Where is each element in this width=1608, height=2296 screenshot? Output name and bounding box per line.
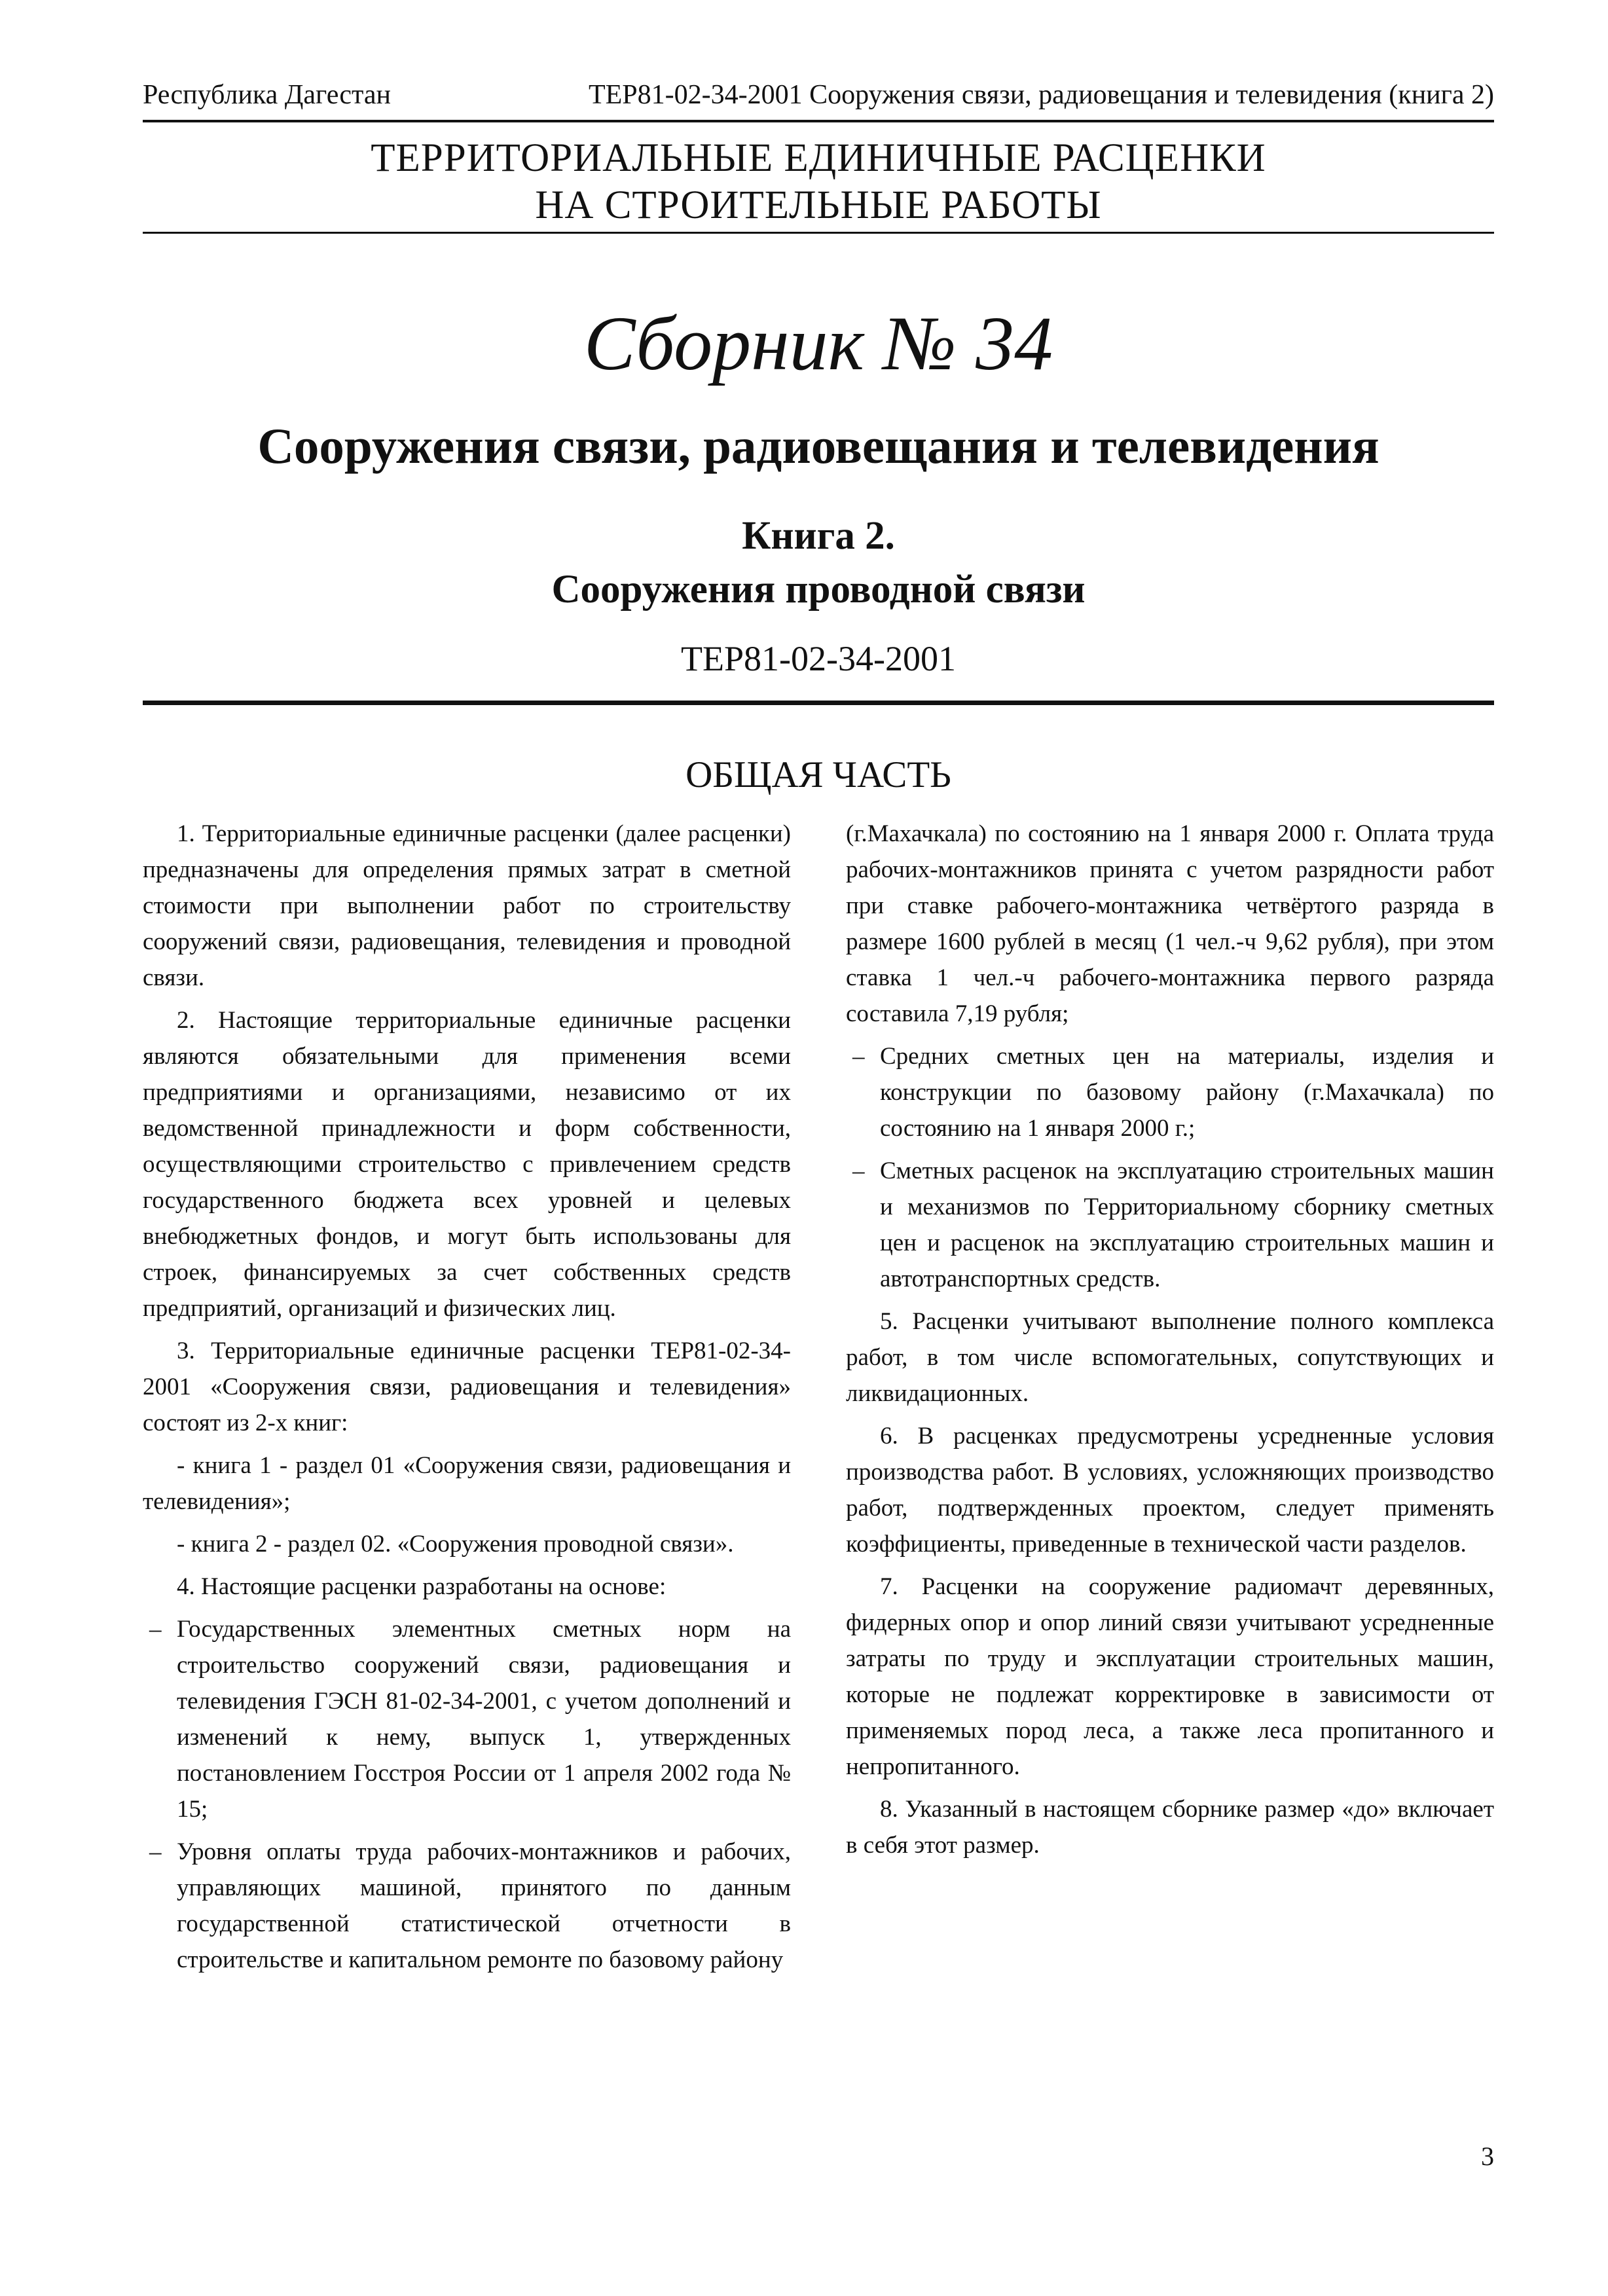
paragraph-1: 1. Территориальные единичные расценки (далее расценки) предназначены для определения прямых затрат в сметной стоимости при выполнении работ по строительству сооружений связи, радиовещания, телевидения и проводной связи. — [143, 820, 791, 991]
main-title-line-2: НА СТРОИТЕЛЬНЫЕ РАБОТЫ — [535, 183, 1102, 227]
title-rule — [143, 232, 1494, 234]
header-rule — [143, 120, 1494, 122]
header-region: Республика Дагестан — [143, 80, 392, 110]
paragraph-3-book-1: - книга 1 - раздел 01 «Сооружения связи, радиовещания и телевидения»; — [143, 1452, 791, 1515]
paragraph-6: 6. В расценках предусмотрены усредненные условия производства работ. В условиях, усложняющих производство работ, подтвержденных проектом, следует применять коэффициенты, приведенные в технической части разделов. — [846, 1423, 1494, 1558]
right-column — [846, 816, 1494, 1870]
header-document-code: ТЕР81-02-34-2001 Сооружения связи, радиовещания и телевидения (книга 2) — [588, 80, 1494, 110]
list-item-material-prices: – Средних сметных цен на материалы, изделия и конструкции по базовому району (г.Махачкала) по состоянию на 1 января 2000 г.; — [846, 1038, 1494, 1146]
paragraph-2: 2. Настоящие территориальные единичные расценки являются обязательными для применения всеми предприятиями и организациями, независимо от их ведомственной принадлежности и форм собственности, осуществляющими строительство с привлечением средств государственного бюджета всех уровней и целевых внебюджетных фондов, и могут быть использованы для строек, финансируемых за счет собственных средств предприятий, организаций и физических лиц. — [143, 1007, 791, 1322]
main-title-line-1: ТЕРРИТОРИАЛЬНЫЕ ЕДИНИЧНЫЕ РАСЦЕНКИ — [371, 136, 1266, 180]
subject-title: Сооружения связи, радиовещания и телевидения — [257, 418, 1380, 474]
list-item-wages-continued: (г.Махачкала) по состоянию на 1 января 2000 г. Оплата труда рабочих-монтажников принята с учетом разрядности работ при ставке рабочего-монтажника четвёртого разряда в размере 1600 рублей в месяц (1 чел.-ч 9,62 рубля), при этом ставка 1 чел.-ч рабочего-монтажника первого разряда составила 7,19 рубля; — [846, 820, 1494, 1027]
list-item-wages: – Уровня оплаты труда рабочих-монтажников и рабочих, управляющих машиной, принятого по данным государственной статистической отчетности в строительстве и капитальном ремонте по базовому району — [143, 1834, 791, 1978]
book-title — [143, 509, 1494, 617]
page-number: 3 — [1481, 2141, 1494, 2171]
book-name: Сооружения проводной связи — [551, 568, 1086, 611]
section-heading: ОБЩАЯ ЧАСТЬ — [685, 754, 951, 795]
collection-title: Сборник № 34 — [583, 301, 1053, 386]
paragraph-3-book-2: - книга 2 - раздел 02. «Сооружения проводной связи». — [177, 1531, 734, 1558]
paragraph-3: 3. Территориальные единичные расценки ТЕР81-02-34-2001 «Сооружения связи, радиовещания и телевидения» состоят из 2-х книг: — [143, 1338, 791, 1436]
running-header — [143, 80, 1494, 110]
paragraph-5: 5. Расценки учитывают выполнение полного комплекса работ, в том числе вспомогательных, сопутствующих и ликвидационных. — [846, 1308, 1494, 1407]
document-code: ТЕР81-02-34-2001 — [681, 639, 956, 678]
list-item-gesn: – Государственных элементных сметных норм на строительство сооружений связи, радиовещания и телевидения ГЭСН 81-02-34-2001, с учетом дополнений и изменений к нему, выпуск 1, утвержденных постановлением Госстроя России от 1 апреля 2002 года № 15; — [143, 1611, 791, 1827]
list-item-machine-rates: – Сметных расценок на эксплуатацию строительных машин и механизмов по Территориальному сборнику сметных цен и расценок на эксплуатацию строительных машин и автотранспортных средств. — [846, 1153, 1494, 1297]
paragraph-7: 7. Расценки на сооружение радиомачт деревянных, фидерных опор и опор линий связи учитывают усредненные затраты по труду и эксплуатации строительных машин, которые не подлежат корректировке в зависимости от применяемых пород леса, а также леса пропитанного и непропитанного. — [846, 1573, 1494, 1780]
section-rule — [143, 701, 1494, 705]
main-title — [143, 135, 1494, 229]
left-column — [143, 816, 791, 1984]
paragraph-8: 8. Указанный в настоящем сборнике размер «до» включает в себя этот размер. — [846, 1796, 1494, 1859]
book-number: Книга 2. — [742, 514, 895, 558]
paragraph-4: 4. Настоящие расценки разработаны на основе: — [177, 1573, 667, 1600]
